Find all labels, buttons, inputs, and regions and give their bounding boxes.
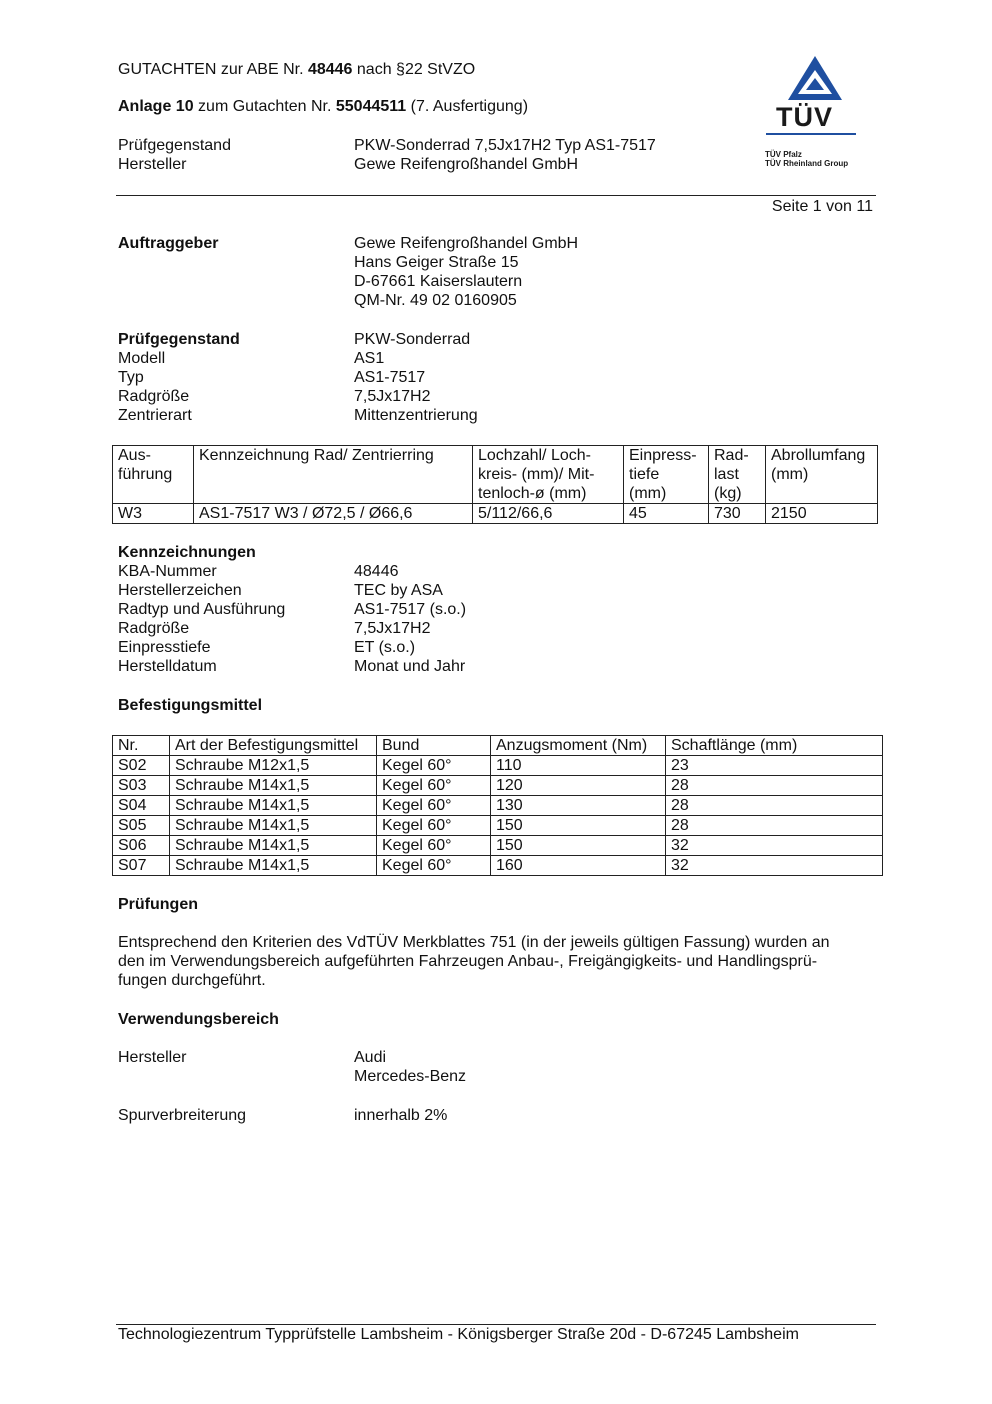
- header-abrollumfang: Abrollumfang (mm): [766, 446, 878, 504]
- herstellerzeichen-value: TEC by ASA: [354, 582, 443, 599]
- table-row: [113, 856, 883, 876]
- cell-schaftlaenge: 28: [666, 816, 883, 836]
- vb-hersteller-mercedes: Mercedes-Benz: [354, 1068, 467, 1085]
- cell-einpresstiefe: 45: [624, 504, 709, 524]
- vb-hersteller-audi: Audi: [354, 1049, 387, 1066]
- herstelldatum-label: Herstelldatum: [118, 658, 217, 675]
- cell-schaftlaenge: 23: [666, 756, 883, 776]
- auftraggeber-line-2: Hans Geiger Straße 15: [354, 254, 519, 271]
- pruefungen-text-line-1: Entsprechend den Kriterien des VdTÜV Merkblattes 751 (in der jeweils gültigen Fassung) wurden an: [118, 934, 830, 951]
- ausfertigung: (7. Ausfertigung): [406, 98, 529, 115]
- cell-bund: Kegel 60°: [377, 776, 491, 796]
- cell-lochzahl: 5/112/66,6: [473, 504, 624, 524]
- cell-bund: Kegel 60°: [377, 756, 491, 776]
- cell-nr: S06: [113, 836, 170, 856]
- header-line-2: [118, 97, 528, 116]
- pruefungen-text-line-3: fungen durchgeführt.: [118, 972, 266, 989]
- header-bund: Bund: [377, 736, 491, 756]
- cell-nr: S03: [113, 776, 170, 796]
- cell-art: Schraube M14x1,5: [170, 776, 377, 796]
- cell-abrollumfang: 2150: [766, 504, 878, 524]
- cell-nr: S02: [113, 756, 170, 776]
- cell-radlast: 730: [709, 504, 766, 524]
- cell-nr: S05: [113, 816, 170, 836]
- header-nr: Nr.: [113, 736, 170, 756]
- radtyp-value: AS1-7517 (s.o.): [354, 601, 467, 618]
- cell-art: Schraube M14x1,5: [170, 856, 377, 876]
- k-radgroesse-value: 7,5Jx17H2: [354, 620, 431, 637]
- cell-anzugsmoment: 160: [491, 856, 666, 876]
- abe-prefix: GUTACHTEN zur ABE Nr.: [118, 61, 308, 78]
- herstellerzeichen-label: Herstellerzeichen: [118, 582, 242, 599]
- cell-art: Schraube M14x1,5: [170, 816, 377, 836]
- spurverbreiterung-label: Spurverbreiterung: [118, 1107, 247, 1124]
- cell-anzugsmoment: 110: [491, 756, 666, 776]
- modell-value: AS1: [354, 350, 385, 367]
- befestigung-header-row: [113, 736, 883, 756]
- pruefungen-title: Prüfungen: [118, 896, 198, 913]
- cell-nr: S07: [113, 856, 170, 876]
- zentrierart-label: Zentrierart: [118, 407, 192, 424]
- table-row: [113, 504, 878, 524]
- cell-art: Schraube M14x1,5: [170, 836, 377, 856]
- auftraggeber-label: Auftraggeber: [118, 235, 219, 252]
- auftraggeber-line-1: Gewe Reifengroßhandel GmbH: [354, 235, 579, 252]
- anlage-label: Anlage 10: [118, 98, 194, 115]
- cell-schaftlaenge: 32: [666, 856, 883, 876]
- radgroesse-label: Radgröße: [118, 388, 190, 405]
- table-row: [113, 796, 883, 816]
- cell-anzugsmoment: 150: [491, 816, 666, 836]
- typ-label: Typ: [118, 369, 144, 386]
- header-line-1: [118, 60, 475, 79]
- pruefgegenstand-value: PKW-Sonderrad: [354, 331, 471, 348]
- herstelldatum-value: Monat und Jahr: [354, 658, 466, 675]
- modell-label: Modell: [118, 350, 166, 367]
- table-row: [113, 836, 883, 856]
- header-art: Art der Befestigungsmittel: [170, 736, 377, 756]
- verwendungsbereich-title: Verwendungsbereich: [118, 1011, 279, 1028]
- befestigung-table: [112, 735, 883, 876]
- cell-art: Schraube M14x1,5: [170, 796, 377, 816]
- page-indicator: Seite 1 von 11: [771, 198, 873, 215]
- ausfuehrung-header-row: [113, 446, 878, 504]
- table-row: [113, 756, 883, 776]
- cell-anzugsmoment: 120: [491, 776, 666, 796]
- cell-schaftlaenge: 28: [666, 796, 883, 816]
- cell-schaftlaenge: 32: [666, 836, 883, 856]
- pruefungen-text-line-2: den im Verwendungsbereich aufgeführten Fahrzeugen Anbau-, Freigängigkeits- und Handlingsprü-: [118, 953, 818, 970]
- tuv-logo: [760, 54, 870, 174]
- cell-nr: S04: [113, 796, 170, 816]
- footer-address: Technologiezentrum Typprüfstelle Lambsheim - Königsberger Straße 20d - D-67245 Lambsheim: [118, 1326, 799, 1343]
- befestigung-title: Befestigungsmittel: [118, 697, 263, 714]
- cell-schaftlaenge: 28: [666, 776, 883, 796]
- cell-bund: Kegel 60°: [377, 836, 491, 856]
- einpresstiefe-label: Einpresstiefe: [118, 639, 211, 656]
- table-row: [113, 776, 883, 796]
- tuv-brand: TÜV: [776, 102, 833, 132]
- vb-hersteller-label: Hersteller: [118, 1049, 187, 1066]
- header-kennzeichnung: Kennzeichnung Rad/ Zentrierring: [194, 446, 473, 504]
- header-einpresstiefe: Einpress- tiefe (mm): [624, 446, 709, 504]
- header-pruef-value: PKW-Sonderrad 7,5Jx17H2 Typ AS1-7517: [354, 137, 656, 154]
- pruefgegenstand-label: Prüfgegenstand: [118, 331, 240, 348]
- kennzeichnungen-title: Kennzeichnungen: [118, 544, 256, 561]
- header-radlast: Rad- last (kg): [709, 446, 766, 504]
- tuv-sub-1: TÜV Pfalz: [765, 150, 802, 159]
- header-schaftlaenge: Schaftlänge (mm): [666, 736, 883, 756]
- anlage-middle: zum Gutachten Nr.: [193, 98, 336, 115]
- spurverbreiterung-value: innerhalb 2%: [354, 1107, 448, 1124]
- auftraggeber-line-3: D-67661 Kaiserslautern: [354, 273, 523, 290]
- table-row: [113, 816, 883, 836]
- header-anzugsmoment: Anzugsmoment (Nm): [491, 736, 666, 756]
- cell-bund: Kegel 60°: [377, 856, 491, 876]
- cell-kennzeichnung: AS1-7517 W3 / Ø72,5 / Ø66,6: [194, 504, 473, 524]
- header-pruef-label: Prüfgegenstand: [118, 137, 231, 154]
- auftraggeber-line-4: QM-Nr. 49 02 0160905: [354, 292, 517, 309]
- zentrierart-value: Mittenzentrierung: [354, 407, 478, 424]
- cell-anzugsmoment: 150: [491, 836, 666, 856]
- einpresstiefe-value: ET (s.o.): [354, 639, 416, 656]
- radgroesse-value: 7,5Jx17H2: [354, 388, 431, 405]
- tuv-sub-2: TÜV Rheinland Group: [765, 159, 849, 168]
- cell-art: Schraube M12x1,5: [170, 756, 377, 776]
- cell-ausfuehrung: W3: [113, 504, 194, 524]
- abe-number: 48446: [307, 61, 353, 78]
- cell-anzugsmoment: 130: [491, 796, 666, 816]
- cell-bund: Kegel 60°: [377, 796, 491, 816]
- header-hersteller-label: Hersteller: [118, 156, 187, 173]
- header-divider: [116, 195, 876, 196]
- typ-value: AS1-7517: [354, 369, 426, 386]
- cell-bund: Kegel 60°: [377, 816, 491, 836]
- gutachten-number: 55044511: [335, 98, 407, 115]
- header-hersteller-value: Gewe Reifengroßhandel GmbH: [354, 156, 579, 173]
- ausfuehrung-table: [112, 445, 878, 524]
- kba-value: 48446: [354, 563, 399, 580]
- abe-suffix: nach §22 StVZO: [352, 61, 476, 78]
- header-ausfuehrung: Aus- führung: [113, 446, 194, 504]
- header-lochzahl: Lochzahl/ Loch- kreis- (mm)/ Mit- tenloch-ø (mm): [473, 446, 624, 504]
- kba-label: KBA-Nummer: [118, 563, 217, 580]
- k-radgroesse-label: Radgröße: [118, 620, 190, 637]
- radtyp-label: Radtyp und Ausführung: [118, 601, 286, 618]
